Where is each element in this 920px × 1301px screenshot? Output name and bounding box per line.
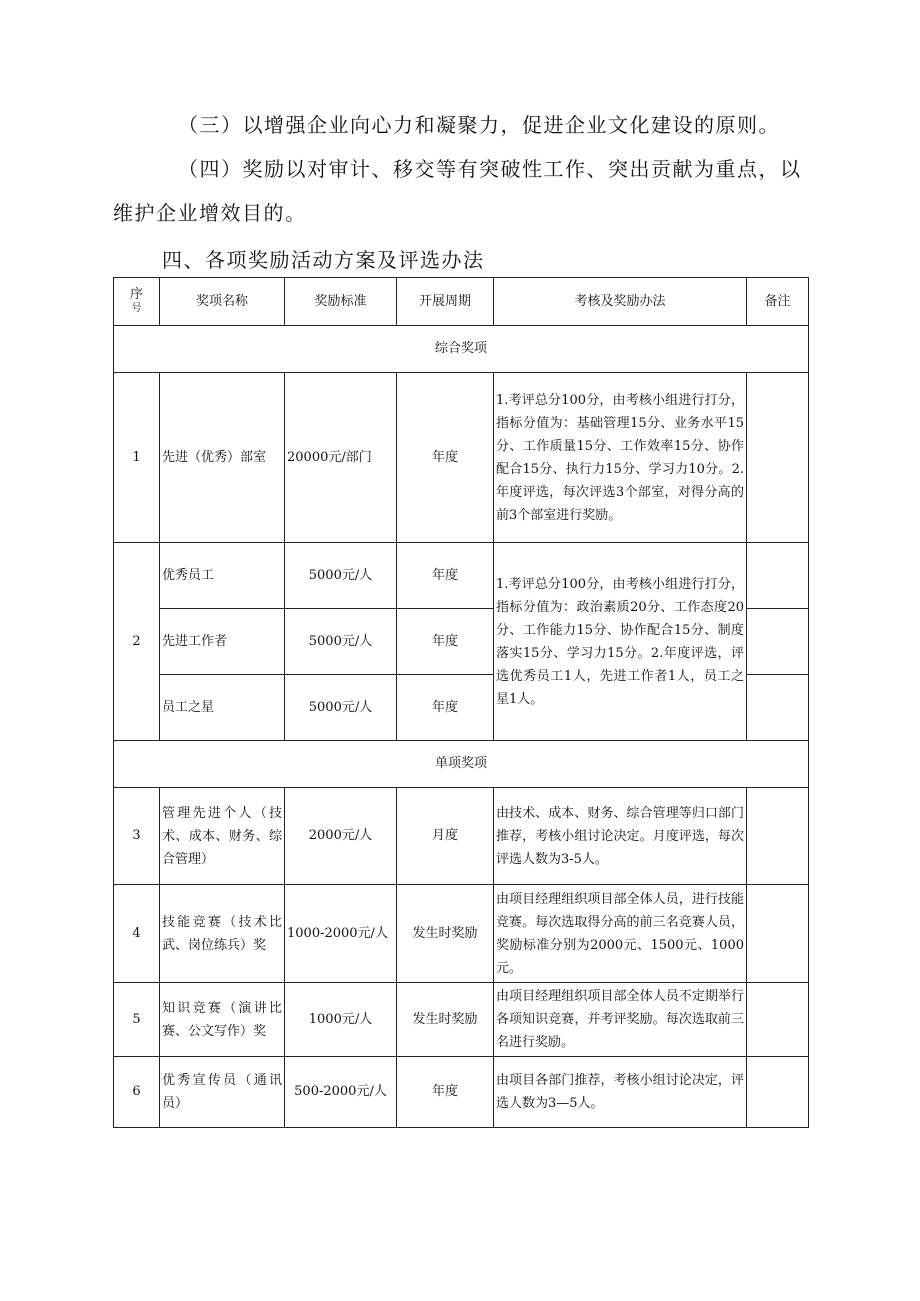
row-method: 1.考评总分100分，由考核小组进行打分，指标分值为：基础管理15分、业务水平15分、工作质量15分、工作效率15分、协作配合15分、执行力15分、学习力10分。2.年度评选，每次评选3个部室，对得分高的前3个部室进行奖励。 bbox=[494, 373, 747, 543]
section-row-comprehensive bbox=[114, 326, 809, 373]
section-heading: 四、各项奖励活动方案及评选办法 bbox=[162, 248, 485, 272]
row-standard: 2000元/人 bbox=[285, 788, 397, 885]
row-period: 年度 bbox=[397, 543, 494, 609]
row-method: 由项目各部门推荐，考核小组讨论决定，评选人数为3—5人。 bbox=[494, 1057, 747, 1128]
row-standard: 1000-2000元/人 bbox=[285, 885, 397, 983]
row-remark bbox=[747, 885, 809, 983]
row-name: 优秀宣传员（通讯员） bbox=[160, 1057, 285, 1128]
row-method: 由技术、成本、财务、综合管理等归口部门推荐，考核小组讨论决定。月度评选，每次评选人数为3-5人。 bbox=[494, 788, 747, 885]
row-name: 优秀员工 bbox=[160, 543, 285, 609]
row-period: 年度 bbox=[397, 675, 494, 741]
row-remark bbox=[747, 543, 809, 609]
row-index: 2 bbox=[114, 543, 160, 741]
row-period: 发生时奖励 bbox=[397, 885, 494, 983]
row-standard: 1000元/人 bbox=[285, 983, 397, 1057]
paragraph-principle-4-line1: （四）奖励以对审计、移交等有突破性工作、突出贡献为重点，以 bbox=[178, 157, 802, 181]
header-period: 开展周期 bbox=[397, 278, 494, 326]
table-row bbox=[114, 983, 809, 1057]
row-remark bbox=[747, 675, 809, 741]
row-method: 由项目经理组织项目部全体人员不定期举行各项知识竞赛，并考评奖励。每次选取前三名进行奖励。 bbox=[494, 983, 747, 1057]
row-name: 知识竞赛（演讲比赛、公文写作）奖 bbox=[160, 983, 285, 1057]
row-standard: 5000元/人 bbox=[285, 609, 397, 675]
row-name: 技能竞赛（技术比武、岗位练兵）奖 bbox=[160, 885, 285, 983]
row-name: 先进（优秀）部室 bbox=[160, 373, 285, 543]
paragraph-principle-3: （三）以增强企业向心力和凝聚力，促进企业文化建设的原则。 bbox=[178, 113, 780, 137]
row-period: 月度 bbox=[397, 788, 494, 885]
row-remark bbox=[747, 373, 809, 543]
row-remark bbox=[747, 983, 809, 1057]
row-standard: 500-2000元/人 bbox=[285, 1057, 397, 1128]
row-name: 管理先进个人（技术、成本、财务、综合管理） bbox=[160, 788, 285, 885]
row-name: 员工之星 bbox=[160, 675, 285, 741]
table-row bbox=[114, 373, 809, 543]
header-remark: 备注 bbox=[747, 278, 809, 326]
row-index: 5 bbox=[114, 983, 160, 1057]
header-index: 序 号 bbox=[114, 278, 160, 326]
header-standard: 奖励标准 bbox=[285, 278, 397, 326]
row-period: 年度 bbox=[397, 609, 494, 675]
header-name: 奖项名称 bbox=[160, 278, 285, 326]
row-method: 由项目经理组织项目部全体人员，进行技能竞赛。每次选取得分高的前三名竞赛人员，奖励标准分别为2000元、1500元、1000元。 bbox=[494, 885, 747, 983]
row-index: 3 bbox=[114, 788, 160, 885]
row-remark bbox=[747, 609, 809, 675]
table-row bbox=[114, 543, 809, 609]
row-index: 4 bbox=[114, 885, 160, 983]
row-standard: 20000元/部门 bbox=[285, 373, 397, 543]
section-title-single: 单项奖项 bbox=[114, 741, 809, 788]
table-row bbox=[114, 788, 809, 885]
table-row bbox=[114, 885, 809, 983]
row-index: 6 bbox=[114, 1057, 160, 1128]
row-remark bbox=[747, 1057, 809, 1128]
paragraph-principle-4-line2: 维护企业增效目的。 bbox=[113, 201, 307, 225]
table-row bbox=[114, 1057, 809, 1128]
award-table bbox=[113, 277, 809, 1128]
row-period: 发生时奖励 bbox=[397, 983, 494, 1057]
section-title-comprehensive: 综合奖项 bbox=[114, 326, 809, 373]
row-method: 1.考评总分100分，由考核小组进行打分，指标分值为：政治素质20分、工作态度20分、工作能力15分、协作配合15分、制度落实15分、学习力15分。2.年度评选，评选优秀员工1人，先进工作者1人，员工之星1人。 bbox=[494, 543, 747, 741]
row-index: 1 bbox=[114, 373, 160, 543]
row-remark bbox=[747, 788, 809, 885]
table-header-row bbox=[114, 278, 809, 326]
header-method: 考核及奖励办法 bbox=[494, 278, 747, 326]
row-name: 先进工作者 bbox=[160, 609, 285, 675]
row-period: 年度 bbox=[397, 373, 494, 543]
row-standard: 5000元/人 bbox=[285, 675, 397, 741]
row-period: 年度 bbox=[397, 1057, 494, 1128]
row-standard: 5000元/人 bbox=[285, 543, 397, 609]
section-row-single bbox=[114, 741, 809, 788]
